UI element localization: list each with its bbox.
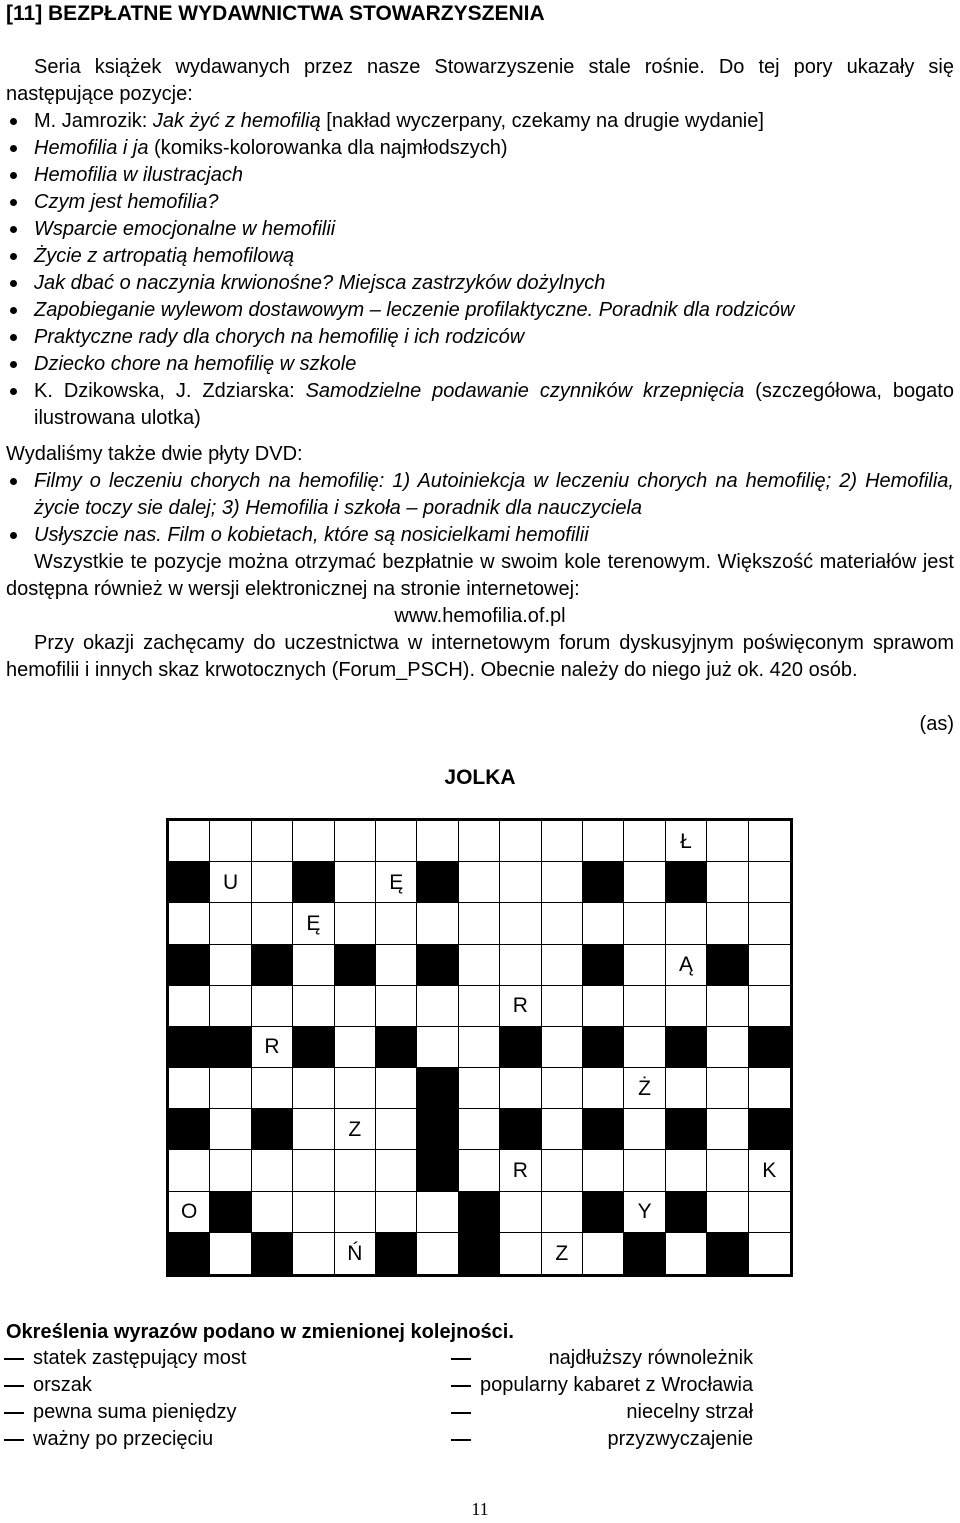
crossword-cell[interactable] bbox=[500, 1068, 541, 1109]
crossword-cell[interactable] bbox=[707, 1150, 748, 1191]
crossword-black-cell bbox=[583, 1192, 624, 1233]
crossword-cell[interactable] bbox=[624, 986, 665, 1027]
crossword-cell[interactable] bbox=[335, 1068, 376, 1109]
crossword-cell[interactable] bbox=[335, 821, 376, 862]
crossword-cell[interactable]: Ł bbox=[666, 821, 707, 862]
crossword-cell[interactable] bbox=[210, 986, 251, 1027]
crossword-black-cell bbox=[169, 862, 210, 903]
crossword-cell[interactable] bbox=[293, 1068, 334, 1109]
crossword-cell[interactable] bbox=[583, 903, 624, 944]
crossword-cell[interactable] bbox=[542, 821, 583, 862]
crossword-cell[interactable] bbox=[666, 903, 707, 944]
crossword-cell[interactable] bbox=[376, 903, 417, 944]
crossword-cell[interactable] bbox=[583, 821, 624, 862]
crossword-cell[interactable]: Z bbox=[335, 1109, 376, 1150]
crossword-cell[interactable] bbox=[624, 1150, 665, 1191]
clue-item: przyzwyczajenie bbox=[451, 1426, 753, 1453]
crossword-black-cell bbox=[417, 1150, 458, 1191]
crossword-black-cell bbox=[293, 862, 334, 903]
crossword-cell[interactable] bbox=[666, 1068, 707, 1109]
crossword-cell[interactable] bbox=[542, 1150, 583, 1191]
crossword-cell[interactable] bbox=[624, 903, 665, 944]
crossword-cell[interactable] bbox=[749, 1068, 790, 1109]
crossword-cell[interactable] bbox=[749, 1192, 790, 1233]
crossword-cell[interactable] bbox=[624, 1027, 665, 1068]
crossword-cell[interactable] bbox=[335, 1027, 376, 1068]
dvd-intro: Wydaliśmy także dwie płyty DVD: bbox=[6, 443, 303, 465]
crossword-black-cell bbox=[293, 1027, 334, 1068]
clue-item: pewna suma pieniędzy bbox=[4, 1399, 246, 1426]
crossword-cell[interactable] bbox=[707, 1109, 748, 1150]
crossword-black-cell bbox=[500, 1109, 541, 1150]
crossword-cell[interactable] bbox=[169, 903, 210, 944]
book-item: Zapobieganie wylewom dostawowym – leczenie profilaktyczne. Poradnik dla rodziców bbox=[6, 297, 954, 324]
crossword-cell[interactable] bbox=[459, 1027, 500, 1068]
crossword-black-cell bbox=[583, 1109, 624, 1150]
crossword-cell[interactable] bbox=[335, 862, 376, 903]
dvd-item: Filmy o leczeniu chorych na hemofilię: 1) Autoiniekcja w leczeniu chorych na hemofilię; 2) Hemofilia, życie toczy sie dalej; 3) Hemofilia i szkoła – poradnik dla nauczyciela bbox=[6, 468, 954, 522]
crossword-cell[interactable] bbox=[376, 1150, 417, 1191]
book-item: Praktyczne rady dla chorych na hemofilię i ich rodziców bbox=[6, 324, 954, 351]
crossword-black-cell bbox=[707, 945, 748, 986]
crossword-black-cell bbox=[169, 1027, 210, 1068]
crossword-cell[interactable] bbox=[542, 862, 583, 903]
book-list bbox=[6, 108, 954, 432]
crossword-black-cell bbox=[376, 1233, 417, 1274]
crossword-black-cell bbox=[376, 1027, 417, 1068]
crossword-cell[interactable] bbox=[624, 1109, 665, 1150]
crossword-cell[interactable]: R bbox=[500, 1150, 541, 1191]
clues-left bbox=[4, 1345, 246, 1453]
crossword-cell[interactable] bbox=[707, 862, 748, 903]
crossword-cell[interactable] bbox=[376, 986, 417, 1027]
crossword-cell[interactable] bbox=[666, 986, 707, 1027]
clue-item: ważny po przecięciu bbox=[4, 1426, 246, 1453]
crossword-black-cell bbox=[749, 1109, 790, 1150]
crossword-black-cell bbox=[459, 1233, 500, 1274]
article-heading: [11] BEZPŁATNE WYDAWNICTWA STOWARZYSZENIA bbox=[6, 2, 545, 25]
crossword-cell[interactable] bbox=[210, 1109, 251, 1150]
page-number: 11 bbox=[471, 1499, 489, 1519]
crossword-cell[interactable] bbox=[707, 1027, 748, 1068]
intro-paragraph: Seria książek wydawanych przez nasze Stowarzyszenie stale rośnie. Do tej pory ukazały się następujące pozycje: bbox=[6, 56, 954, 105]
crossword-cell[interactable] bbox=[252, 1068, 293, 1109]
crossword-black-cell bbox=[583, 1027, 624, 1068]
crossword-cell[interactable] bbox=[335, 903, 376, 944]
crossword-black-cell bbox=[459, 1192, 500, 1233]
crossword-cell[interactable] bbox=[500, 862, 541, 903]
crossword-cell[interactable] bbox=[459, 945, 500, 986]
free-text: Wszystkie te pozycje można otrzymać bezpłatnie w swoim kole terenowym. Większość materiałów jest dostępna również w wersji elektronicznej na stronie internetowej: bbox=[6, 551, 954, 600]
crossword-cell[interactable]: O bbox=[169, 1192, 210, 1233]
crossword-cell[interactable] bbox=[417, 821, 458, 862]
crossword-black-cell bbox=[169, 945, 210, 986]
crossword-cell[interactable] bbox=[376, 1192, 417, 1233]
crossword-cell[interactable] bbox=[293, 986, 334, 1027]
crossword-black-cell bbox=[335, 945, 376, 986]
crossword-cell[interactable] bbox=[293, 1192, 334, 1233]
crossword-cell[interactable] bbox=[293, 1109, 334, 1150]
crossword-cell[interactable]: Z bbox=[542, 1233, 583, 1274]
crossword-cell[interactable]: Ą bbox=[666, 945, 707, 986]
crossword-black-cell bbox=[169, 1233, 210, 1274]
crossword-cell[interactable] bbox=[335, 986, 376, 1027]
crossword-black-cell bbox=[210, 1192, 251, 1233]
crossword-cell[interactable] bbox=[252, 986, 293, 1027]
dvd-list bbox=[6, 468, 954, 549]
book-item: M. Jamrozik: Jak żyć z hemofilią [nakład wyczerpany, czekamy na drugie wydanie] bbox=[6, 108, 954, 135]
crossword-cell[interactable] bbox=[210, 945, 251, 986]
crossword-cell[interactable] bbox=[542, 1109, 583, 1150]
crossword-cell[interactable] bbox=[583, 986, 624, 1027]
crossword-cell[interactable] bbox=[459, 862, 500, 903]
book-item: Czym jest hemofilia? bbox=[6, 189, 954, 216]
crossword-cell[interactable] bbox=[293, 821, 334, 862]
crossword-cell[interactable] bbox=[542, 1192, 583, 1233]
crossword-cell[interactable] bbox=[169, 821, 210, 862]
crossword-cell[interactable] bbox=[252, 821, 293, 862]
crossword-cell[interactable] bbox=[252, 1192, 293, 1233]
crossword-title: JOLKA bbox=[444, 766, 516, 789]
crossword-cell[interactable] bbox=[210, 1233, 251, 1274]
crossword-cell[interactable] bbox=[624, 862, 665, 903]
crossword-cell[interactable] bbox=[252, 1150, 293, 1191]
crossword-cell[interactable] bbox=[210, 1150, 251, 1191]
crossword-cell[interactable] bbox=[583, 1150, 624, 1191]
crossword-cell[interactable] bbox=[707, 1192, 748, 1233]
crossword-cell[interactable] bbox=[749, 862, 790, 903]
crossword-black-cell bbox=[210, 1027, 251, 1068]
crossword-black-cell bbox=[624, 1233, 665, 1274]
crossword-cell[interactable] bbox=[707, 1068, 748, 1109]
crossword-cell[interactable] bbox=[707, 821, 748, 862]
crossword-cell[interactable]: R bbox=[500, 986, 541, 1027]
crossword-cell[interactable] bbox=[417, 903, 458, 944]
crossword-black-cell bbox=[666, 1027, 707, 1068]
crossword-cell[interactable] bbox=[583, 1233, 624, 1274]
crossword-cell[interactable] bbox=[169, 1150, 210, 1191]
crossword-cell[interactable] bbox=[459, 1068, 500, 1109]
crossword-cell[interactable] bbox=[542, 903, 583, 944]
crossword-cell[interactable] bbox=[210, 1068, 251, 1109]
crossword-cell[interactable] bbox=[335, 1150, 376, 1191]
crossword-black-cell bbox=[666, 1109, 707, 1150]
crossword-black-cell bbox=[252, 945, 293, 986]
crossword-cell[interactable]: Ż bbox=[624, 1068, 665, 1109]
crossword-cell[interactable]: Ę bbox=[376, 862, 417, 903]
crossword-cell[interactable]: Ę bbox=[293, 903, 334, 944]
crossword-cell[interactable] bbox=[169, 986, 210, 1027]
crossword-cell[interactable] bbox=[459, 821, 500, 862]
crossword-cell[interactable] bbox=[335, 1192, 376, 1233]
crossword-cell[interactable] bbox=[707, 903, 748, 944]
crossword-black-cell bbox=[707, 1233, 748, 1274]
crossword-cell[interactable] bbox=[459, 986, 500, 1027]
clue-item: statek zastępujący most bbox=[4, 1345, 246, 1372]
crossword-black-cell bbox=[417, 945, 458, 986]
crossword-black-cell bbox=[252, 1233, 293, 1274]
crossword-cell[interactable] bbox=[666, 1150, 707, 1191]
crossword-cell[interactable] bbox=[376, 1068, 417, 1109]
clues-title: Określenia wyrazów podano w zmienionej kolejności. bbox=[6, 1321, 514, 1343]
crossword-cell[interactable] bbox=[417, 1233, 458, 1274]
crossword-cell[interactable]: Ń bbox=[335, 1233, 376, 1274]
book-item: Hemofilia i ja (komiks-kolorowanka dla najmłodszych) bbox=[6, 135, 954, 162]
book-item: Wsparcie emocjonalne w hemofilii bbox=[6, 216, 954, 243]
crossword-cell[interactable] bbox=[624, 945, 665, 986]
crossword-black-cell bbox=[169, 1109, 210, 1150]
crossword-cell[interactable] bbox=[749, 945, 790, 986]
crossword-cell[interactable] bbox=[252, 862, 293, 903]
crossword-black-cell bbox=[666, 862, 707, 903]
crossword-cell[interactable] bbox=[707, 986, 748, 1027]
crossword-cell[interactable] bbox=[252, 903, 293, 944]
crossword-cell[interactable] bbox=[376, 945, 417, 986]
crossword-cell[interactable] bbox=[210, 903, 251, 944]
crossword-black-cell bbox=[252, 1109, 293, 1150]
crossword-cell[interactable] bbox=[749, 903, 790, 944]
crossword-cell[interactable] bbox=[376, 1109, 417, 1150]
crossword-grid bbox=[166, 818, 793, 1277]
crossword-cell[interactable] bbox=[417, 1027, 458, 1068]
crossword-black-cell bbox=[417, 862, 458, 903]
forum-paragraph: Przy okazji zachęcamy do uczestnictwa w internetowym forum dyskusyjnym poświęconym sprawom hemofilii i innych skaz krwotocznych (Forum_PSCH). Obecnie należy do niego już ok. 420 osób. bbox=[6, 632, 954, 681]
crossword-cell[interactable] bbox=[583, 1068, 624, 1109]
crossword-cell[interactable] bbox=[459, 1109, 500, 1150]
clues-right bbox=[451, 1345, 753, 1453]
crossword-cell[interactable] bbox=[666, 1233, 707, 1274]
crossword-cell[interactable] bbox=[624, 821, 665, 862]
crossword-cell[interactable] bbox=[293, 1150, 334, 1191]
crossword-black-cell bbox=[500, 1027, 541, 1068]
crossword-cell[interactable] bbox=[459, 903, 500, 944]
crossword-cell[interactable] bbox=[293, 1233, 334, 1274]
crossword-black-cell bbox=[583, 945, 624, 986]
clue-item: popularny kabaret z Wrocławia bbox=[451, 1372, 753, 1399]
crossword-black-cell bbox=[417, 1068, 458, 1109]
crossword-cell[interactable] bbox=[500, 821, 541, 862]
book-item: K. Dzikowska, J. Zdziarska: Samodzielne podawanie czynników krzepnięcia (szczegółowa, bogato ilustrowana ulotka) bbox=[6, 378, 954, 432]
crossword-cell[interactable] bbox=[500, 1192, 541, 1233]
crossword-cell[interactable] bbox=[417, 986, 458, 1027]
crossword-cell[interactable] bbox=[749, 986, 790, 1027]
crossword-black-cell bbox=[417, 1109, 458, 1150]
crossword-cell[interactable] bbox=[542, 945, 583, 986]
book-item: Życie z artropatią hemofilową bbox=[6, 243, 954, 270]
crossword-cell[interactable] bbox=[542, 986, 583, 1027]
crossword-cell[interactable] bbox=[169, 1068, 210, 1109]
crossword-black-cell bbox=[583, 862, 624, 903]
crossword-cell[interactable] bbox=[542, 1068, 583, 1109]
crossword-cell[interactable]: U bbox=[210, 862, 251, 903]
book-item: Hemofilia w ilustracjach bbox=[6, 162, 954, 189]
dvd-item: Usłyszcie nas. Film o kobietach, które są nosicielkami hemofilii bbox=[6, 522, 954, 549]
crossword-cell[interactable] bbox=[500, 1233, 541, 1274]
crossword-cell[interactable] bbox=[542, 1027, 583, 1068]
crossword-cell[interactable] bbox=[417, 1192, 458, 1233]
crossword-cell[interactable] bbox=[210, 821, 251, 862]
crossword-black-cell bbox=[749, 1027, 790, 1068]
crossword-cell[interactable] bbox=[293, 945, 334, 986]
crossword-black-cell bbox=[666, 1192, 707, 1233]
book-item: Dziecko chore na hemofilię w szkole bbox=[6, 351, 954, 378]
crossword-cell[interactable] bbox=[749, 821, 790, 862]
clue-item: najdłuższy równoleżnik bbox=[451, 1345, 753, 1372]
crossword-cell[interactable] bbox=[376, 821, 417, 862]
crossword-cell[interactable] bbox=[500, 945, 541, 986]
clue-item: niecelny strzał bbox=[451, 1399, 753, 1426]
author-signature: (as) bbox=[919, 713, 954, 735]
book-item: Jak dbać o naczynia krwionośne? Miejsca zastrzyków dożylnych bbox=[6, 270, 954, 297]
crossword-cell[interactable] bbox=[459, 1150, 500, 1191]
crossword-cell[interactable] bbox=[500, 903, 541, 944]
website-link[interactable]: www.hemofilia.of.pl bbox=[394, 605, 566, 627]
clue-item: orszak bbox=[4, 1372, 246, 1399]
crossword-cell[interactable] bbox=[749, 1233, 790, 1274]
crossword-cell[interactable]: Y bbox=[624, 1192, 665, 1233]
crossword-cell[interactable]: R bbox=[252, 1027, 293, 1068]
crossword-cell[interactable]: K bbox=[749, 1150, 790, 1191]
